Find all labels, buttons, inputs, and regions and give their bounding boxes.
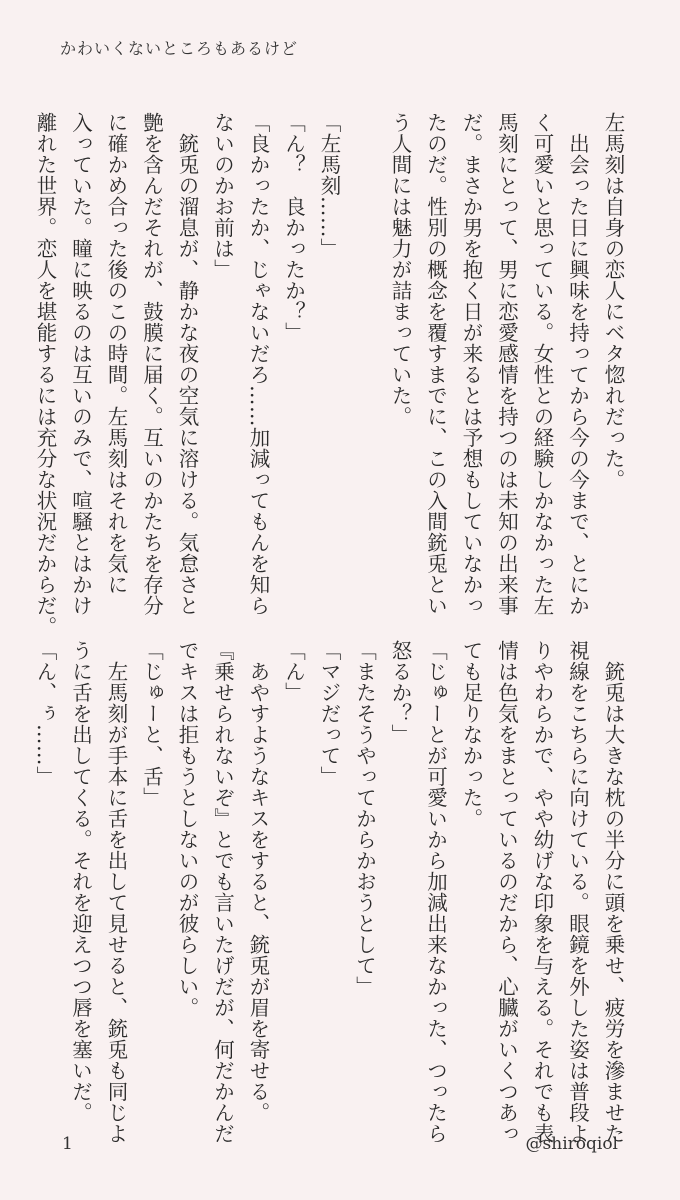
text-column: 「マジだって」 bbox=[317, 640, 341, 787]
book-title: かわいくないところもあるけど bbox=[60, 39, 299, 58]
text-column: たのだ。性別の概念を覆すまでに、この入間銃兎とい bbox=[423, 112, 448, 616]
text-column: 「ん？ 良かったか？」 bbox=[281, 112, 306, 343]
text-column: 『乗せられないぞ』とでも言いたげだが、何だかんだ bbox=[210, 640, 235, 1144]
text-column: 「良かったか、じゃないだろ……加減ってもんを知ら bbox=[246, 112, 270, 616]
text-column: 銃兎は大きな枕の半分に頭を乗せ、疲労を滲ませた bbox=[601, 640, 625, 1144]
text-column: 「じゅーと、舌」 bbox=[139, 640, 164, 808]
text-column: 出会った日に興味を持ってから今の今まで、とにか bbox=[565, 112, 590, 616]
text-column: 入っていた。瞳に映るのは互いのみで、喧騒とはかけ bbox=[68, 112, 93, 616]
text-column: 艶を含んだそれが、鼓膜に届く。互いのかたちを存分 bbox=[139, 112, 164, 616]
text-column: ないのかお前は」 bbox=[210, 112, 235, 280]
text-column-blank bbox=[346, 112, 382, 592]
text-column: 「じゅーとが可愛いから加減出来なかった、つったら bbox=[423, 640, 448, 1144]
page-number: 1 bbox=[62, 1134, 73, 1154]
text-column: 離れた世界。恋人を堪能するには充分な状況だからだ。 bbox=[33, 112, 57, 637]
text-column: 銃兎の溜息が、静かな夜の空気に溶ける。気怠さと bbox=[175, 112, 199, 616]
text-column: 左馬刻は自身の恋人にベタ惚れだった。 bbox=[601, 112, 625, 490]
text-column: 情は色気をまとっているのだから、心臓がいくつあっ bbox=[494, 640, 519, 1144]
text-column: 「またそうやってからかおうとして」 bbox=[352, 640, 377, 997]
text-column: 「左馬刻……」 bbox=[317, 112, 341, 259]
text-column: く可愛いと思っている。女性との経験しかなかった左 bbox=[530, 112, 554, 616]
text-column: でキスは拒もうとしないのが彼らしい。 bbox=[175, 640, 199, 1018]
text-column: 視線をこちらに向けている。眼鏡を外した姿は普段よ bbox=[565, 640, 590, 1144]
text-column: りやわらかで、やや幼げな印象を与える。それでも表 bbox=[530, 640, 554, 1144]
text-column: あやすようなキスをすると、銃兎が眉を寄せる。 bbox=[246, 640, 270, 1123]
text-column: ても足りなかった。 bbox=[459, 640, 483, 829]
author-handle: @shiroqiol bbox=[525, 1134, 618, 1154]
text-column: うに舌を出してくる。それを迎えつつ唇を塞いだ。 bbox=[68, 640, 93, 1123]
text-column: だ。まさか男を抱く日が来るとは予想もしていなかっ bbox=[459, 112, 483, 616]
text-column: 怒るか？」 bbox=[388, 640, 412, 745]
text-column: 「ん、ぅ……」 bbox=[33, 640, 57, 787]
text-column: 馬刻にとって、男に恋愛感情を持つのは未知の出来事 bbox=[494, 112, 519, 616]
text-column: う人間には魅力が詰まっていた。 bbox=[388, 112, 412, 427]
text-column: 左馬刻が手本に舌を出して見せると、銃兎も同じよ bbox=[104, 640, 128, 1144]
text-column: 「ん」 bbox=[281, 640, 306, 703]
text-section-top bbox=[33, 112, 630, 637]
text-column: に確かめ合った後のこの時間。左馬刻はそれを気に bbox=[104, 112, 128, 595]
